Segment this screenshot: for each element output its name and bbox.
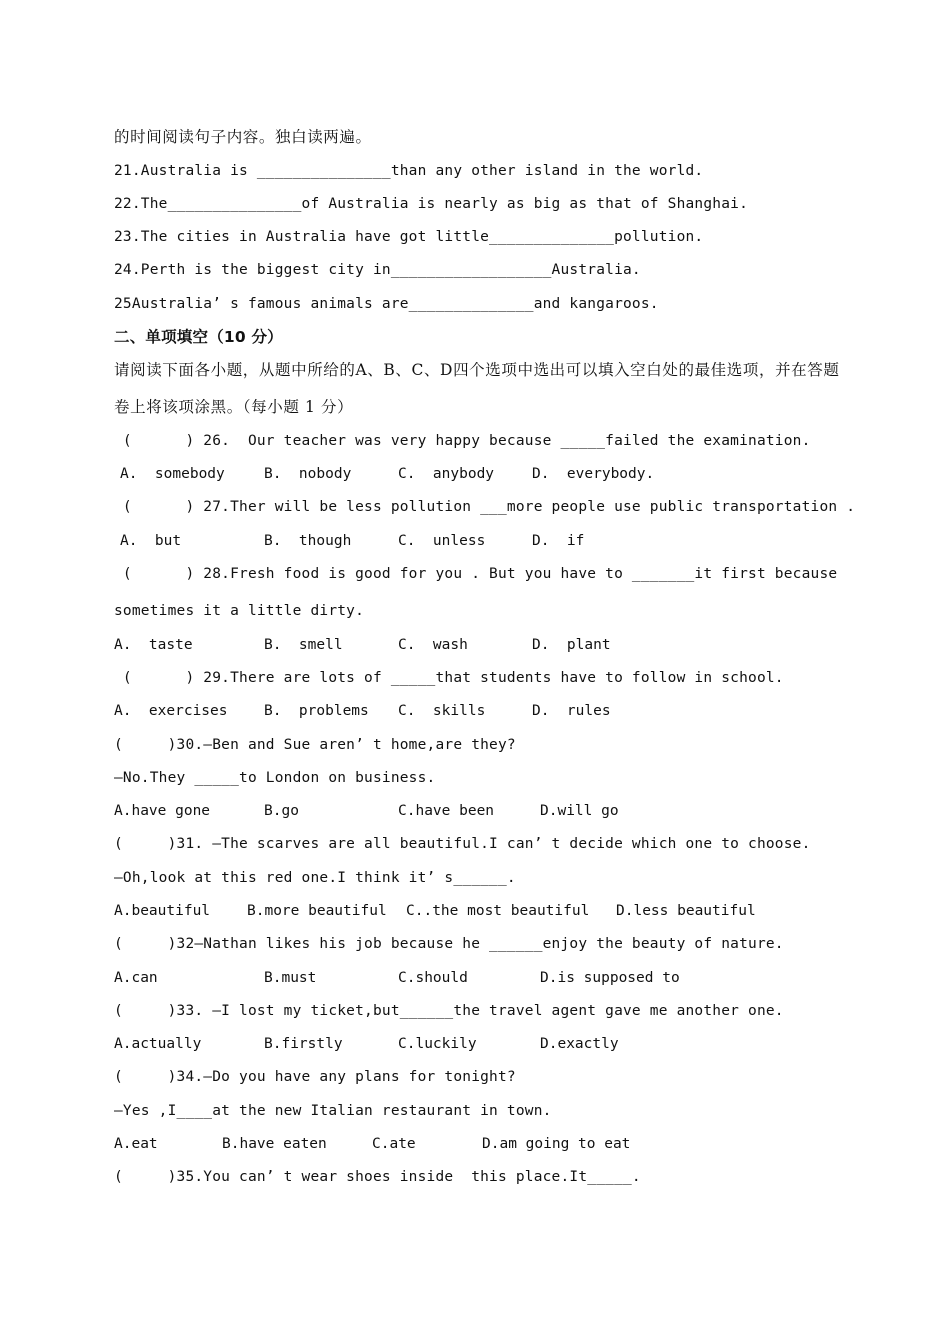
option-a: A.beautiful [114, 903, 211, 919]
option-a: A. somebody [120, 466, 225, 482]
option-d: D. everybody. [532, 466, 655, 482]
option-a: A. but [120, 533, 182, 549]
question-33-stem: ( )33. —I lost my ticket,but______the travel agent gave me another one. [114, 1003, 784, 1019]
listening-item-24: 24.Perth is the biggest city in__________________Australia. [114, 262, 641, 278]
listening-item-22: 22.The_______________of Australia is nearly as big as that of Shanghai. [114, 196, 749, 212]
option-d: D.will go [540, 803, 619, 819]
question-31-stem: ( )31. —The scarves are all beautiful.I can’ t decide which one to choose. [114, 836, 811, 852]
section-instructions-line-1: 请阅读下面各小题，从题中所给的A、B、C、D四个选项中选出可以填入空白处的最佳选项，并在答题 [114, 361, 840, 379]
option-c: C.ate [372, 1136, 416, 1152]
option-c: C. anybody [398, 466, 495, 482]
option-b: B.go [264, 803, 299, 819]
option-d: D.is supposed to [540, 970, 680, 986]
question-30-stem: ( )30.—Ben and Sue aren’ t home,are they? [114, 737, 516, 753]
option-b: B.firstly [264, 1036, 343, 1052]
option-c: C..the most beautiful [406, 903, 590, 919]
option-b: B. smell [264, 637, 343, 653]
question-29-stem: ( ) 29.There are lots of _____that students have to follow in school. [114, 670, 784, 686]
listening-item-21: 21.Australia is _______________than any other island in the world. [114, 163, 704, 179]
question-31-stem-continued: —Oh,look at this red one.I think it’ s______. [114, 870, 516, 886]
option-d: D. plant [532, 637, 611, 653]
option-a: A.actually [114, 1036, 202, 1052]
option-c: C. wash [398, 637, 468, 653]
option-b: B.must [264, 970, 317, 986]
option-a: A. exercises [114, 703, 228, 719]
option-b: B. problems [264, 703, 369, 719]
question-30-stem-continued: —No.They _____to London on business. [114, 770, 436, 786]
section-instructions-line-2: 卷上将该项涂黑。（每小题 1 分） [114, 398, 354, 416]
option-d: D. if [532, 533, 585, 549]
option-a: A.have gone [114, 803, 211, 819]
intro-tail: 的时间阅读句子内容。独白读两遍。 [114, 128, 372, 146]
option-d: D. rules [532, 703, 611, 719]
question-35-stem: ( )35.You can’ t wear shoes inside this place.It_____. [114, 1169, 641, 1185]
option-a: A.can [114, 970, 158, 986]
question-27-stem: ( ) 27.Ther will be less pollution ___more people use public transportation . [114, 499, 856, 515]
option-c: C. skills [398, 703, 486, 719]
question-32-stem: ( )32—Nathan likes his job because he ______enjoy the beauty of nature. [114, 936, 784, 952]
section-heading: 二、单项填空（10 分） [114, 328, 283, 346]
option-b: B.more beautiful [247, 903, 387, 919]
option-d: D.am going to eat [482, 1136, 631, 1152]
option-c: C.should [398, 970, 468, 986]
option-d: D.less beautiful [616, 903, 756, 919]
question-34-stem-continued: —Yes ,I____at the new Italian restaurant in town. [114, 1103, 552, 1119]
option-b: B.have eaten [222, 1136, 327, 1152]
question-26-stem: ( ) 26. Our teacher was very happy because _____failed the examination. [114, 433, 811, 449]
option-d: D.exactly [540, 1036, 619, 1052]
listening-item-23: 23.The cities in Australia have got little______________pollution. [114, 229, 704, 245]
option-c: C. unless [398, 533, 486, 549]
option-a: A.eat [114, 1136, 158, 1152]
question-28-stem: ( ) 28.Fresh food is good for you . But you have to _______it first because [114, 566, 838, 582]
option-c: C.have been [398, 803, 495, 819]
question-34-stem: ( )34.—Do you have any plans for tonight? [114, 1069, 516, 1085]
option-c: C.luckily [398, 1036, 477, 1052]
option-b: B. though [264, 533, 352, 549]
listening-item-25: 25Australia’ s famous animals are______________and kangaroos. [114, 296, 659, 312]
option-a: A. taste [114, 637, 193, 653]
question-28-stem-continued: sometimes it a little dirty. [114, 603, 365, 619]
option-b: B. nobody [264, 466, 352, 482]
